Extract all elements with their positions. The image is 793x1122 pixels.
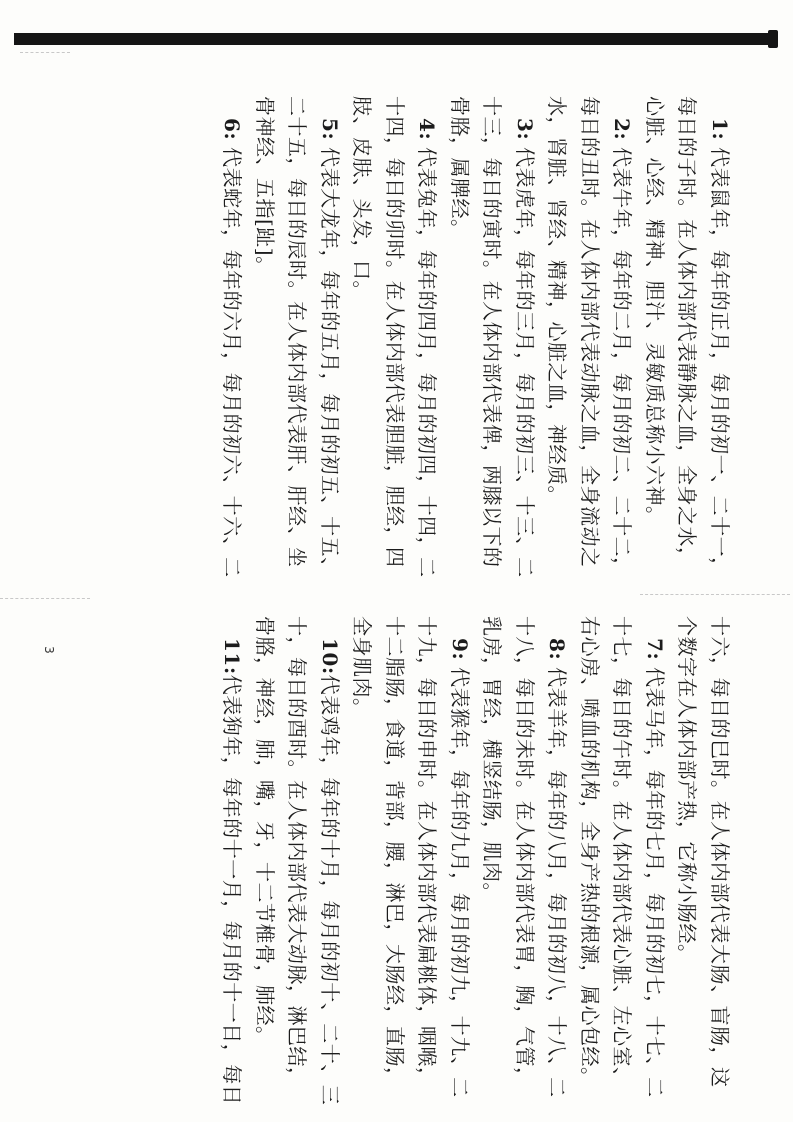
entry-number: 4:: [415, 118, 440, 141]
text-line: [346, 616, 379, 1056]
line-text: 代表鸡年，每年的十月，每月的初十、二十、三: [318, 674, 342, 1106]
line-text: 代表兔年，每年的四月，每月的初四，十四，二: [415, 140, 440, 578]
rotated-text-area: [86, 66, 736, 1106]
page-number: 3: [41, 646, 56, 654]
text-line: [281, 616, 314, 1088]
line-text: 代表牛年，每年的二月，每月的初二、二十二，: [610, 140, 635, 578]
line-text: 全身肌肉。: [350, 616, 375, 719]
text-line: [411, 616, 444, 1088]
line-text: 代表狗年，每年的十一月，每月的十一日，每日: [220, 674, 245, 1106]
scan-edge-bar: [14, 33, 776, 45]
text-line: [704, 96, 737, 578]
line-text: 右心房、喷血的机构，全身产热的根源，属心包经。: [578, 616, 602, 1088]
entry-number: 5:: [318, 118, 342, 141]
text-line: [671, 96, 704, 568]
entry-number: 7:: [643, 638, 667, 661]
text-line: [639, 96, 672, 536]
text-line: [444, 96, 477, 536]
text-line: [216, 96, 249, 578]
line-text: 骨胳，属脾经。: [448, 96, 472, 240]
entry-number: 8:: [545, 638, 570, 661]
line-text: 每日的子时。在人体内部代表静脉之血，全身之水，: [675, 96, 700, 568]
line-text: 代表猴年，每年的九月，每月的初九，十九、二: [448, 660, 472, 1098]
text-line: [476, 96, 509, 568]
line-text: 十四，每日的卯时。在人体内部代表胆脏，胆经，四: [383, 96, 407, 568]
line-text: 乳房，胃经，横竖结肠，肌肉。: [480, 616, 505, 903]
entry-number: 2:: [610, 118, 635, 141]
text-line: [606, 616, 639, 1088]
text-line: [509, 96, 542, 578]
line-text: 二十五，每日的辰时。在人体内部代表肝、肝经、坐: [285, 96, 310, 568]
text-line: [281, 96, 314, 568]
text-line: [379, 616, 412, 1088]
text-line: [574, 616, 607, 1088]
line-text: 肢、皮肤、头发，口。: [350, 96, 375, 301]
scan-edge-nub: [768, 30, 778, 48]
line-text: 十七，每日的午时。在人体内部代表心脏、左心室、: [610, 616, 635, 1088]
entry-number: 11:: [220, 638, 245, 675]
entry-number: 1:: [708, 118, 732, 141]
right-column: [86, 616, 736, 1106]
line-text: 骨胳，神经，肺，嘴，牙，十二节椎骨，肺经。: [253, 616, 277, 1047]
text-line: [249, 616, 282, 1056]
line-text: 骨神经、五指[趾]。: [253, 96, 277, 277]
text-line: [314, 616, 347, 1106]
text-line: [606, 96, 639, 578]
line-text: 十八，每日的未时。在人体内部代表胃，胸，气管，: [513, 616, 537, 1088]
scan-noise-fold-left: [0, 598, 90, 600]
line-text: 代表虎年，每年的三月，每月的初三、十三、二: [513, 140, 537, 578]
line-text: 十六，每日的巳时。在人体内部代表大肠、盲肠，这: [708, 616, 732, 1088]
text-line: [541, 96, 574, 536]
line-text: 十，每日的酉时。在人体内部代表大动脉，淋巴结，: [285, 616, 310, 1088]
line-text: 代表蛇年，每年的六月，每月的初六、十六、二: [220, 140, 245, 578]
text-line: [216, 616, 249, 1106]
line-text: 代表大龙年，每年的五月，每月的初五、十五、: [318, 140, 342, 578]
text-line: [509, 616, 542, 1088]
entry-number: 9:: [448, 638, 472, 661]
line-text: 水，肾脏、肾经、精神，心脏之血，神经质。: [545, 96, 570, 506]
line-text: 十三，每日的寅时。在人体内部代表俾，两膝以下的: [480, 96, 505, 568]
text-line: [411, 96, 444, 578]
text-line: [704, 616, 737, 1088]
scan-noise-top: [20, 52, 70, 54]
text-line: [574, 96, 607, 568]
text-line: [444, 616, 477, 1098]
line-text: 十九，每日的申时。在人体内部代表扁桃体，咽喉，: [415, 616, 440, 1088]
text-line: [314, 96, 347, 578]
line-text: 心脏、心经、精神、胆汁、灵敏质总称小六神。: [643, 96, 667, 527]
line-text: 代表羊年，每年的八月，每月的初八，十八、二: [545, 660, 570, 1098]
line-text: 每日的丑时。在人体内部代表动脉之血，全身流动之: [578, 96, 602, 568]
text-line: [671, 616, 704, 1056]
line-text: 个数字在人体内部产热，它称小肠经。: [675, 616, 700, 965]
text-line: [346, 96, 379, 536]
text-line: [379, 96, 412, 568]
text-line: [541, 616, 574, 1098]
text-line: [476, 616, 509, 1056]
entry-number: 6:: [220, 118, 245, 141]
left-column: [86, 96, 736, 578]
entry-number: 10:: [318, 638, 342, 675]
line-text: 代表马年，每年的七月，每月的初七，十七、二: [643, 660, 667, 1098]
line-text: 十二脂肠，食道，背部，腰，淋巴，大肠经，直肠，: [383, 616, 407, 1088]
text-line: [639, 616, 672, 1098]
text-line: [249, 96, 282, 536]
line-text: 代表鼠年，每年的正月，每月的初一、二十一，: [708, 140, 732, 578]
entry-number: 3:: [513, 118, 537, 141]
